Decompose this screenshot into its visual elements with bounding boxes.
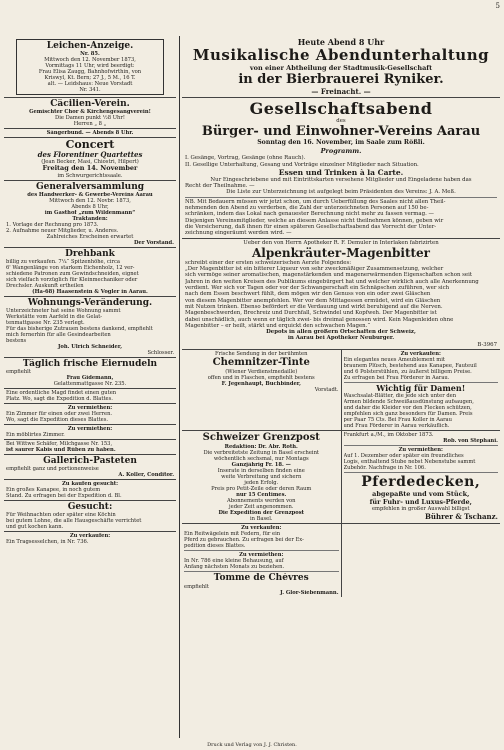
general-item: 1. Vorlage der Rechnung pro 1873.	[6, 221, 99, 228]
concert-place: im Schwurgerichtssaale.	[57, 172, 123, 179]
leichen-line: alt. — Leidshaus: Neue Vorstadt	[47, 81, 133, 87]
gallerich-ad	[4, 454, 176, 479]
reitwaegeli-line: Pferd zu gebrauchen. Zu erfragen bei der Ex-	[184, 537, 304, 544]
drehbank-ad	[4, 247, 176, 296]
alpen-line: nach dem Essen beschwert fühlt, dem mögen wir den Genuss von ein oder zwei Gläschen	[185, 291, 431, 298]
wichtig-line: und daher die Kleider vor den Flecken schützen,	[343, 405, 472, 412]
drehbank-line: billig zu verkaufen. 7¼“ Spitzenhöhe, circa	[6, 258, 120, 265]
reitwaegeli-line: pedition dieses Blattes.	[184, 543, 246, 550]
gesell-prog: Programm.	[320, 147, 362, 156]
alpen-depot2: in Aarau bei Apotheker Neuburger.	[287, 335, 395, 342]
zimmer1-head: Zu vermiethen:	[67, 404, 113, 411]
stephani-sign: Rob. von Stephani.	[443, 438, 498, 445]
wohnung-line: mich fernerhin für alle Gesindearbeiten	[6, 331, 111, 338]
ameublement-head: Zu verkaufen:	[400, 351, 441, 358]
gesell-title2: Bürger- und Einwohner-Vereins Aarau	[201, 124, 481, 140]
general-head: Traktanden:	[72, 215, 108, 222]
leichen-no: Nr. 85.	[80, 51, 100, 57]
wohnung-line: tenmattgasse Nr. 235 verlegt.	[6, 319, 85, 326]
pferdedecken-title: Pferdedecken,	[361, 474, 481, 491]
general-place: im Gasthof „zum Wildenmann“	[44, 209, 136, 216]
gesell-nb-line: NB. Mit Bedauern müssen wir jetzt schon, um durch Ueberfüllung des Saales nicht allen Theil-	[185, 198, 446, 205]
musik-abend	[182, 36, 500, 97]
tragsessel-ad	[4, 531, 176, 546]
wichtig-line: Waschsalat-Blätter, die jede sich unter den	[343, 393, 457, 400]
gesell-nb-line: nehmenden den Abend zu verderben, die Zahl der unterzeichneten Personen auf 150 be-	[185, 205, 429, 212]
drehbank-title: Drehbank	[65, 248, 115, 259]
alpen-sub: schreibt einer der ersten schweizerischen Aerzte Folgendes:	[185, 259, 352, 266]
reitwaegeli-ad	[182, 524, 342, 597]
tinte-line: offen und in Flaschen, empfiehlt bestens	[207, 375, 315, 382]
logis-line: Zubehör. Nachfrage in Nr. 106.	[343, 465, 426, 472]
alpen-line: Magenbeschwerden, Brechreiz und Durchfall, Schwindel und Kopfweh. Der Magenbitter ist	[185, 310, 437, 317]
ameublement-line: und 6 Polsterstühlen, zu äußerst billigem Preise.	[343, 369, 472, 376]
alpen-line: von diesem Magenbitter anempfehlen. Wer vor dem Mittagessen ermüdet, wird ein Gläschen	[185, 297, 441, 304]
caecilien-sub: Gemischter Chor & Kirchengesangverein!	[29, 109, 151, 115]
kaufen-line: Stand. Zu erfragen bei der Expedition d. Bl.	[6, 492, 122, 499]
pferdedecken-line: für Fuhr- und Luxus-Pferde,	[369, 498, 472, 507]
row-tinte-ameublement	[182, 349, 500, 430]
magd-line: Eine ordentliche Magd findet einen guten	[6, 389, 117, 396]
alpenkraeuter-ad	[182, 238, 500, 349]
gesucht-ad	[4, 500, 176, 531]
wichtig-ad	[344, 382, 499, 429]
leichen-title: Leichen-Anzeige.	[46, 41, 134, 51]
gesell-line: Nur Eingeschriebene und mit Eintrittskarten versehene Mitglieder und Eingeladene haben das	[210, 176, 472, 183]
gesell-nb-line: Diejenigen Vereinsmitglieder, welche an diesem Anlasse nicht theilnehmen können, geben wir	[185, 217, 444, 224]
grenzpost-line: Redaktion: Dr. Abr. Roth.	[224, 444, 298, 451]
ameublement-and-wichtig	[342, 350, 501, 430]
gesell-essen: Essen und Trinken à la Carte.	[278, 167, 404, 177]
caecilien-line: Die Damen punkt ½8 Uhr!	[55, 115, 125, 121]
musik-line3: von einer Abtheilung der Stadtmusik-Gesellschaft	[249, 64, 433, 72]
concert-names: (Jean Becker, Masi, Chiostri, Hilpert)	[41, 159, 139, 165]
wohnung-line: Für das bisherige Zutrauen bestens dankend, empfiehlt	[6, 325, 153, 332]
wohnung-line: Unterzeichneter hat seine Wohnung sammt	[6, 307, 121, 314]
eiernudeln-addr: Gelattenmattgasse Nr. 235.	[53, 380, 127, 387]
ameublement-line: braunem Plüsch, bestehend aus Kanapee, Fauteuil	[343, 363, 477, 370]
imprint: Druck und Verlag von J. J. Christen.	[207, 742, 297, 748]
tinte-pre: Frische Sendung in der berühmten	[215, 351, 308, 358]
caecilien-line: Herren „ 8 „	[73, 121, 107, 127]
logis-head: Zu vermiethen:	[398, 447, 443, 454]
pferdedecken-line: abgepaßte und vom Stück,	[372, 490, 470, 499]
gesell-date: Sonntag den 16. November, im Saale zum Rößli.	[257, 139, 425, 147]
magd-ad	[4, 388, 176, 403]
drehbank-line: schiedene Patronen zum Gewindschneiden, eignet	[6, 270, 139, 277]
pferdedecken-sign: Bührer & Tschanz.	[424, 512, 498, 522]
concert-sub: des Florentiner Quartettes	[37, 151, 143, 159]
grenzpost-line: Abonnements werden von	[227, 498, 296, 505]
page-number: 5	[495, 2, 500, 10]
musik-line5: — Freinacht. —	[311, 87, 371, 96]
left-column	[4, 36, 176, 738]
zimmer-ad-1	[4, 403, 176, 424]
general-time: Abends 8 Uhr,	[71, 203, 109, 210]
leichen-line: Nr. 341.	[79, 87, 101, 93]
behausung-ad	[184, 550, 339, 570]
wichtig-line: und Frau Förderer in Aarau verkäuflich.	[343, 423, 450, 430]
concert-ad	[4, 137, 176, 180]
grenzpost-line: wöchentlich sechsmal, nur Montags	[213, 456, 309, 463]
gallerich-title: Gallerich-Pasteten	[43, 455, 137, 466]
behausung-line: In Nr. 786 eine kleine Behausung, auf	[184, 558, 284, 565]
blank-cell	[342, 524, 501, 597]
leichen-line: Frau Elisa Zaugg, Bahnhofwirthin, von	[38, 69, 142, 75]
gesell-nb	[185, 197, 497, 237]
gesell-nb-line: zeichnung eingeräumt werden wird. —	[185, 230, 292, 237]
logis-ad	[344, 445, 499, 471]
gesell-line: Recht der Theilnahme. —	[185, 183, 255, 190]
wohnung-sign: Joh. Ulrich Schneider,	[57, 343, 123, 350]
gallerich-line: empfiehlt ganz und portionenweise	[6, 465, 99, 472]
right-column	[182, 36, 500, 738]
gesellschaftsabend	[182, 97, 500, 238]
tomme-ad	[184, 571, 339, 596]
pferdedecken-ad	[344, 472, 499, 521]
grenzpost-city: in Basel.	[249, 516, 273, 523]
general-note: Zahlreiches Erscheinen erwartet	[46, 233, 134, 240]
leichen-anzeige	[4, 36, 176, 97]
gesucht-line: bei gutem Lohne, die alle Hausgeschäfte verrichtet	[6, 517, 142, 524]
saengerbund-text: Sängerbund. — Abends 8 Uhr.	[46, 130, 134, 136]
tomme-title: Tomme de Chèvres	[213, 573, 309, 584]
reitwaegeli-line: Ein Reitwägelein mit Federn, für ein	[184, 531, 281, 538]
zimmer1-line: Wo, sagt die Expedition dieses Blattes.	[6, 416, 109, 423]
zimmer2-head: Zu vermiethen:	[67, 425, 113, 432]
alpen-line: sich vermöge seiner aromatischen, magenstärkenden und magenerwärmenden Eigenschaften schon seit	[185, 272, 472, 279]
kaufen-ad	[4, 479, 176, 500]
reitwaegeli-head: Zu verkaufen:	[241, 525, 282, 532]
tinte-ad	[182, 350, 342, 430]
gesell-line: Die Liste zur Unterzeichnung ist aufgelegt beim Präsidenten des Vereins: J. A. Meß.	[226, 189, 456, 196]
wichtig-line: empfehlen sich ganz besonders für Damen. Preis	[343, 411, 473, 418]
tinte-sub: (Wiener Verdienstmedaille)	[225, 369, 298, 376]
musik-line4: in der Bierbrauerei Ryniker.	[238, 72, 444, 87]
kaufen-line: Ein großes Kanapee, in noch gutem	[6, 486, 101, 493]
gesell-item: I. Gesänge, Vortrag, Gesänge (ohne Rauch).	[185, 155, 306, 162]
alpen-depot: Depots in allen größern Ortschaften der Schweiz,	[266, 329, 416, 336]
behausung-line: Anfang nächsten Monats zu beziehen.	[184, 564, 285, 571]
grenzpost-line: weite Verbreitung und sichern	[221, 474, 302, 481]
row-grenzpost-logis	[182, 430, 500, 523]
gesell-title: Gesellschaftsabend	[249, 99, 433, 118]
alpen-intro: Ueber den von Herrn Apotheker R. F. Demuler in Interlaken fabrizirten	[243, 239, 439, 246]
drehbank-line: sich vielfach vorzüglich für Kleinmechaniker oder	[6, 276, 138, 283]
gesell-nb-line: schränken, indem das Lokal nach genauester Berechnung nicht mehr zu fassen vermag. —	[185, 211, 434, 218]
wohnung-title: Wohnungs-Veränderung.	[27, 297, 153, 308]
alpen-code: B-3967	[477, 341, 497, 348]
stephani-line: Frankfurt a./M., im Oktober 1873.	[343, 432, 434, 439]
behausung-head: Zu vermiethen:	[239, 552, 284, 559]
grenzpost-ad	[182, 431, 342, 523]
drehbank-line: Drechsler. Auskunft ertheilen	[6, 282, 84, 289]
logis-line: Logis, enthaltend Stube nebst Nebenstube sammt	[343, 459, 476, 466]
schaefer-line: Bei Wittwe Schäfer, Milchgasse Nr. 153,	[6, 440, 113, 447]
eiernudeln-sign: Frau Gidemann,	[66, 374, 114, 381]
tragsessel-head: Zu verkaufen:	[69, 532, 111, 539]
concert-date: Freitag den 14. November	[42, 165, 138, 172]
general-item: 2. Aufnahme neuer Mitglieder, u. Anderes.	[6, 227, 119, 234]
wohnung-line: bestens	[6, 337, 27, 344]
grenzpost-line: Preis pro Petit-Zeile oder deren Raum	[211, 486, 312, 493]
drehbank-line: (Ha-68) Haasenstein & Vogler in Aarau.	[32, 288, 148, 295]
gesell-nb-line: die Versicherung, daß ihnen für einen späteren Gesellschaftsabend das Vorrecht der Unter-	[185, 223, 437, 230]
leichen-date: Mittwoch den 12. November 1873,	[44, 57, 136, 63]
zimmer-ad-2	[4, 424, 176, 439]
eiernudeln-title: Täglich frische Eiernudeln	[22, 358, 158, 369]
alpen-line: dabei unschädlich, auch wenn er täglich zwei- bis dreimal genossen wird. Kein Magenleiden ohne	[185, 316, 454, 323]
tomme-line: empfiehlt	[184, 584, 209, 591]
eiernudeln-ad	[4, 357, 176, 388]
leichen-time: Vormittags 11 Uhr, wird beerdigt:	[45, 63, 135, 69]
saengerbund	[4, 128, 176, 137]
generalversammlung	[4, 180, 176, 247]
gesucht-title: Gesucht:	[67, 501, 113, 512]
grenzpost-title: Schweizer Grenzpost	[202, 432, 320, 444]
grenzpost-line: Ganzjährig Fr. 18. —	[231, 462, 291, 469]
wohnung-line: Werkstätte vom Aarfeld in die Gelat-	[6, 313, 103, 320]
ameublement-line: Ein elegantes neues Ameublement mit	[343, 357, 445, 364]
column-divider	[179, 36, 180, 738]
wichtig-line: per Paar 75 Cts. Bei Frau Koller in Aarau	[343, 417, 452, 424]
alpen-title: Alpenkräuter-Magenbitter	[251, 245, 431, 260]
drehbank-line: 6' Wangenlänge von starkem Eichenholz, 12 ver-	[6, 264, 135, 271]
tinte-title: Chemnitzer-Tinte	[212, 357, 310, 369]
leichen-line: Kriswyl, Kt. Bern; 27 J., 5 M., 16 T.	[44, 75, 136, 81]
wichtig-title: Wichtig für Damen!	[376, 384, 466, 394]
alpen-line: verdient. Wer sich vor Tagen oder vor der Schwangerschaft ein Schnäpschen zuführen, wer sich	[185, 285, 450, 292]
zimmer2-line: Ein möblirtes Zimmer.	[6, 431, 65, 438]
wohnungs-veraenderung	[4, 296, 176, 357]
alpen-line: mit Nutzen trinken. Ebenso befördert er die Verdauung und wirkt beruhigend auf die Nerven.	[185, 303, 443, 310]
alpen-line: Jahren in den weiten Kreisen des Publikums eingebürgert hat und welcher wirklich auch alle Anerkennung	[185, 278, 479, 285]
gesell-item: II. Gesellige Unterhaltung, Gesang und Vorträge einzelner Mitglieder nach Situation.	[185, 161, 419, 168]
wohnung-role: Schlosser.	[147, 349, 174, 356]
alpen-line: Magenbitter – er heilt, stärkt und erquickt den schwachen Magen.“	[185, 322, 371, 329]
gesucht-line: und gut kochen kann.	[6, 523, 64, 530]
eiernudeln-line: empfiehlt	[6, 368, 31, 375]
kaufen-head: Zu kaufen gesucht:	[61, 480, 119, 487]
gesucht-line: Für Weihnachten oder später eine Köchin	[6, 511, 116, 518]
magd-line: Platz. Wo, sagt die Expedition d. Blattes.	[6, 395, 113, 402]
musik-line1: Heute Abend 8 Uhr	[297, 37, 385, 47]
gesell-des: des	[336, 118, 346, 124]
row-reitwaegeli	[182, 523, 500, 597]
tomme-sign: J. Glor-Siebenmann.	[280, 590, 339, 597]
general-title: Generalversammlung	[35, 181, 145, 192]
grenzpost-line: Inserate in derselben finden eine	[217, 468, 305, 475]
caecilien-verein	[4, 97, 176, 128]
musik-title: Musikalische Abendunterhaltung	[192, 47, 490, 64]
stephani-and-logis	[342, 431, 501, 523]
concert-title: Concert	[65, 139, 115, 151]
grenzpost-line: Die verbreitetste Zeitung in Basel erscheint	[203, 450, 320, 457]
schaefer-ad	[4, 439, 176, 454]
gallerich-sign: A. Koller, Conditor.	[118, 471, 174, 478]
logis-line: Auf 1. Dezember oder später ein freundliches	[343, 453, 464, 460]
alpen-line: „Der Magenbitter ist ein bitterer Liqueur von sehr zweckmäßiger Zusammensetzung, welcher	[185, 266, 444, 273]
pferdedecken-line: empfehlen in großer Auswahl billigst	[371, 506, 470, 513]
grenzpost-line: jeder Zeit angenommen.	[229, 504, 294, 511]
general-sign: Der Vorstand.	[134, 239, 174, 246]
zimmer1-line: Ein Zimmer für einen oder zwei Herren.	[6, 410, 113, 417]
grenzpost-sign: Die Expedition der Grenzpost	[218, 510, 305, 517]
general-date: Mittwoch den 12. Novbr. 1873,	[49, 197, 131, 204]
grenzpost-line: jeden Erfolg.	[244, 480, 279, 487]
schaefer-line: ist saurer Kabis und Rüben zu haben.	[6, 446, 116, 453]
tragsessel-line: Ein Tragsesselchen, in Nr. 736.	[6, 538, 89, 545]
ameublement-line: Zu erfragen bei Frau Förderer in Aarau.	[343, 375, 450, 382]
columns	[4, 36, 500, 738]
tinte-role: Vorstadt.	[314, 387, 339, 394]
general-sub: des Handwerker- & Gewerbe-Vereins Aarau	[27, 191, 153, 198]
caecilien-title: Cäcilien-Verein.	[50, 99, 130, 109]
grenzpost-line: nur 15 Centimes.	[236, 492, 287, 499]
wichtig-line: Armen bildende Schweißausdünstung aufsaugen,	[343, 399, 474, 406]
tinte-sign: F. Jegenhaupt, Buchbinder,	[221, 381, 301, 388]
